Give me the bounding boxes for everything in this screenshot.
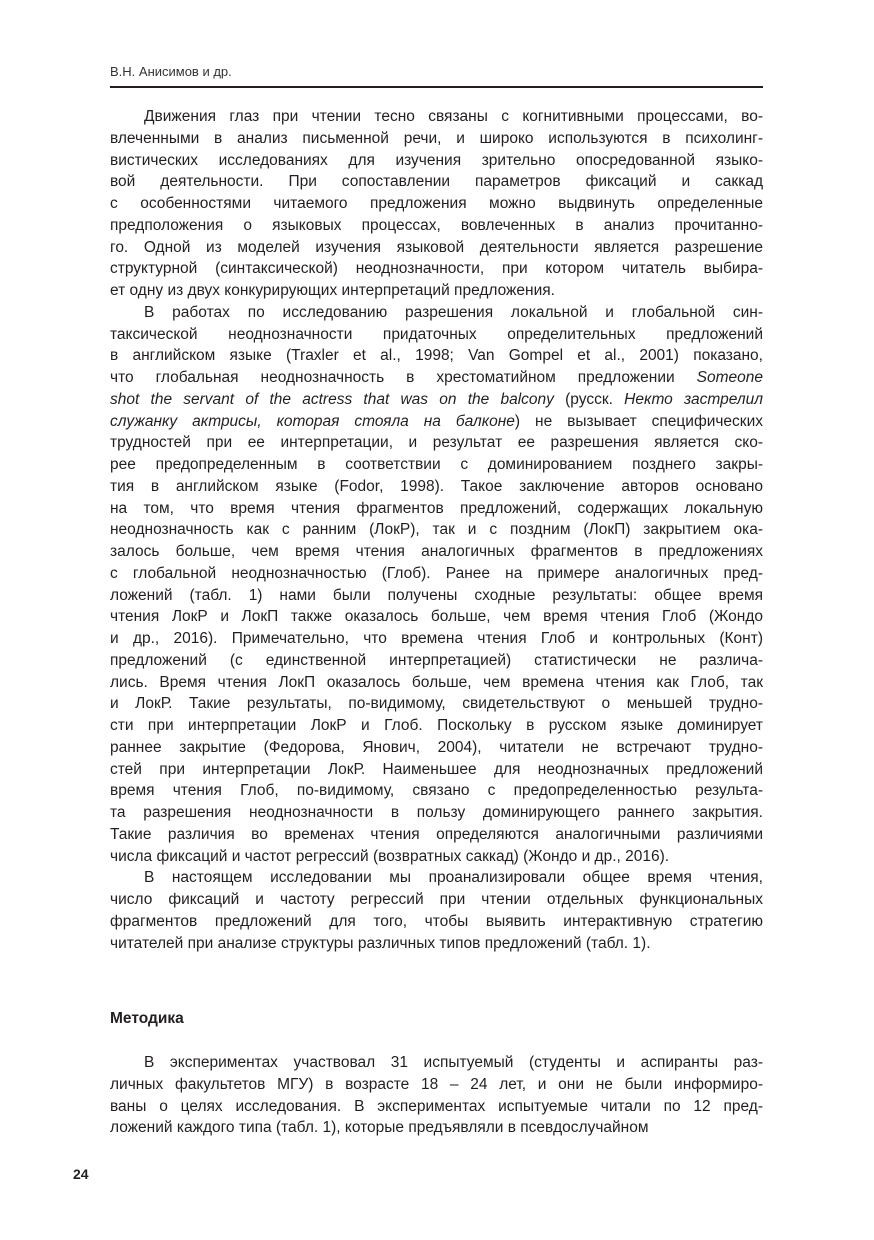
italic-example: служанку актрисы, которая стояла на балконе [110, 412, 515, 430]
text-line: лись. Время чтения ЛокП оказалось больше, чем времена чтения как Глоб, так [110, 673, 763, 691]
text-line: ложений (табл. 1) нами были получены сходные результаты: общее время [110, 586, 763, 604]
text-line: неоднозначность как с ранним (ЛокР), так и с поздним (ЛокП) закрытием ока- [110, 521, 763, 539]
text-line: в английском языке (Traxler et al., 1998; Van Gompel et al., 2001) показано, [110, 347, 763, 365]
text-line: на том, что время чтения фрагментов предложений, содержащих локальную [110, 499, 763, 517]
text-line: ваны о целях исследования. В экспериментах испытуемые читали по 12 пред- [110, 1097, 763, 1115]
text-line: залось больше, чем время чтения аналогичных фрагментов в предложениях [110, 543, 763, 560]
text-line: числа фиксаций и частот регрессий (возвратных саккад) (Жондо и др., 2016). [110, 847, 670, 865]
body-text-top [110, 106, 763, 954]
page-number: 24 [73, 1166, 89, 1182]
text-line: личных факультетов МГУ) в возрасте 18 – 24 лет, и они не были информиро- [110, 1075, 763, 1093]
text-line: та разрешения неоднозначности в пользу доминирующего раннего закрытия. [110, 804, 763, 821]
text-segment: что глобальная неоднозначность в хрестоматийном предложении [110, 369, 697, 386]
paragraph [110, 302, 763, 868]
text-line: с особенностями читаемого предложения можно выдвинуть определенные [110, 195, 763, 212]
text-segment: (русск. [553, 390, 625, 408]
italic-example: Некто застрелил [624, 390, 763, 408]
text-line: В работах по исследованию разрешения локальной и глобальной син- [144, 303, 763, 321]
text-line: влеченными в анализ письменной речи, и широко используются в психолинг- [110, 129, 763, 147]
text-line: время чтения Глоб, по-видимому, связано с предопределенностью результа- [110, 782, 763, 800]
text-line: стей при интерпретации ЛокР. Наименьшее для неоднозначных предложений [110, 760, 763, 778]
body-text-bottom [110, 1052, 763, 1139]
text-line: трудностей при ее интерпретации, и результат ее разрешения является ско- [110, 434, 763, 452]
header-rule [110, 86, 763, 88]
text-line: и др., 2016). Примечательно, что времена чтения Глоб и контрольных (Конт) [110, 630, 763, 647]
section-heading: Методика [110, 1010, 184, 1027]
text-line: го. Одной из моделей изучения языковой деятельности является разрешение [110, 238, 763, 256]
text-line [110, 389, 763, 411]
italic-example: Someone [696, 369, 763, 386]
text-line: структурной (синтаксической) неоднозначности, при котором читатель выбира- [110, 260, 763, 278]
paragraph [110, 867, 763, 954]
text-line: Такие различия во временах чтения определяются аналогичными различиями [110, 825, 763, 843]
text-segment: ) не вызывает специфических [514, 412, 763, 430]
text-line [110, 411, 763, 433]
paragraph [110, 1052, 763, 1139]
text-line: читателей при анализе структуры различных типов предложений (табл. 1). [110, 934, 651, 952]
text-line: В настоящем исследовании мы проанализировали общее время чтения, [144, 869, 763, 887]
text-line: Движения глаз при чтении тесно связаны с когнитивными процессами, во- [144, 108, 763, 125]
text-line: рее предопределенным в соответствии с доминированием позднего закры- [110, 456, 763, 473]
text-line: сти при интерпретации ЛокР и Глоб. Поскольку в русском языке доминирует [110, 717, 763, 734]
text-line: фрагментов предложений для того, чтобы выявить интерактивную стратегию [110, 912, 763, 930]
text-line: предложений (с единственной интерпретацией) статистически не различа- [110, 651, 763, 669]
text-line [110, 367, 763, 389]
text-line: таксической неоднозначности придаточных определительных предложений [110, 325, 763, 343]
text-line: ложений каждого типа (табл. 1), которые предъявляли в псевдослучайном [110, 1119, 649, 1137]
text-line: чтения ЛокР и ЛокП также оказалось больше, чем время чтения Глоб (Жондо [110, 608, 763, 626]
italic-example: shot the servant of the actress that was on the balcony [110, 390, 554, 408]
running-head: В.Н. Анисимов и др. [110, 64, 232, 79]
text-line: и ЛокР. Такие результаты, по-видимому, свидетельствуют о меньшей трудно- [110, 695, 763, 713]
text-line: ет одну из двух конкурирующих интерпретаций предложения. [110, 282, 555, 299]
text-line: тия в английском языке (Fodor, 1998). Такое заключение авторов основано [110, 477, 763, 495]
text-line: вистических исследованиях для изучения зрительно опосредованной языко- [110, 151, 763, 169]
text-line: В экспериментах участвовал 31 испытуемый (студенты и аспиранты раз- [144, 1054, 763, 1071]
text-line: с глобальной неоднозначностью (Глоб). Ранее на примере аналогичных пред- [110, 564, 763, 582]
paragraph [110, 106, 763, 302]
text-line: число фиксаций и частоту регрессий при чтении отдельных функциональных [110, 891, 763, 908]
text-line: предположения о языковых процессах, вовлеченных в анализ прочитанно- [110, 216, 763, 234]
text-line: вой деятельности. При сопоставлении параметров фиксаций и саккад [110, 173, 763, 191]
text-line: раннее закрытие (Федорова, Янович, 2004), читатели не встречают трудно- [110, 738, 763, 756]
